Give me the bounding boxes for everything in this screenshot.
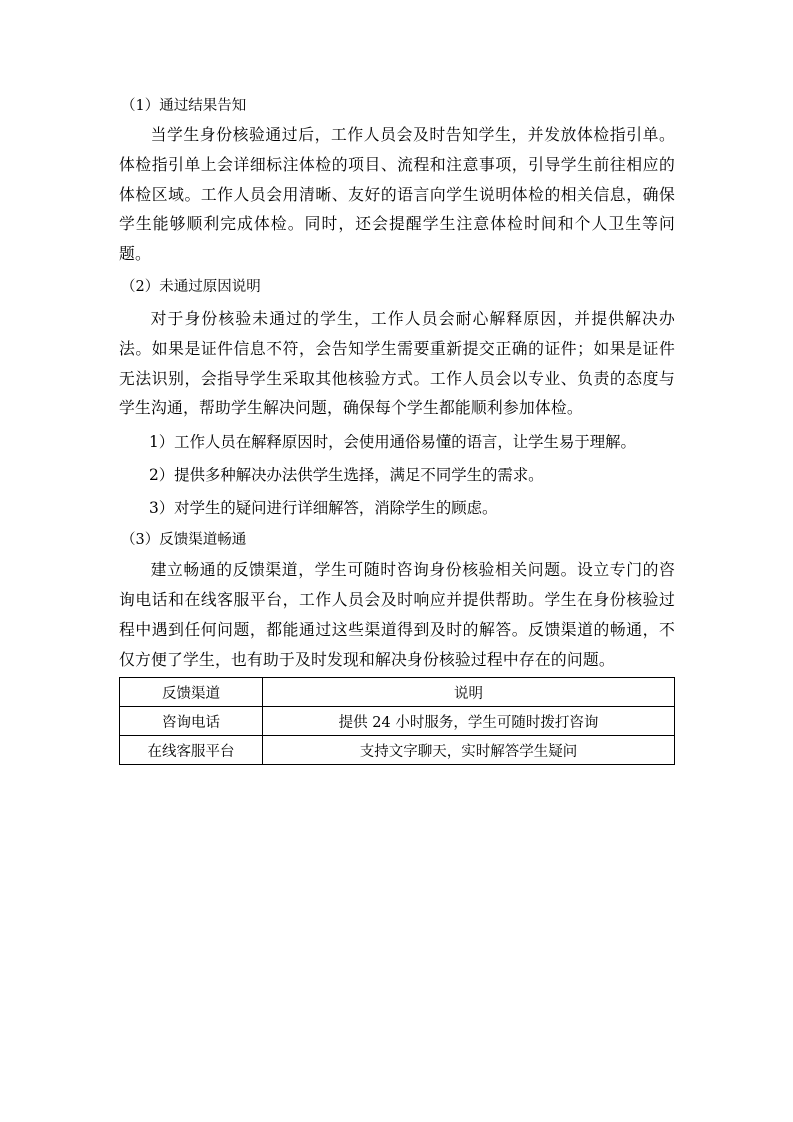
section-2-list xyxy=(119,426,675,525)
section-3-heading: （3）反馈渠道畅通 xyxy=(121,532,247,549)
table-row xyxy=(120,707,675,736)
table-cell: 支持文字聊天，实时解答学生疑问 xyxy=(263,736,675,765)
section-1-heading: （1）通过结果告知 xyxy=(121,98,247,114)
document-page xyxy=(119,90,675,765)
table-header-description: 说明 xyxy=(263,678,675,707)
table-header-row xyxy=(120,678,675,707)
table-row xyxy=(120,736,675,765)
table-header-channel: 反馈渠道 xyxy=(120,678,263,707)
feedback-channel-table xyxy=(119,677,675,765)
section-2-heading: （2）未通过原因说明 xyxy=(121,278,261,295)
table-cell: 在线客服平台 xyxy=(120,736,263,765)
section-2-paragraph: 对于身份核验未通过的学生，工作人员会耐心解释原因，并提供解决办法。如果是证件信息不符，会告知学生需要重新提交正确的证件；如果是证件无法识别，会指导学生采取其他核验方式。工作人员会以专业、负责的态度与学生沟通，帮助学生解决问题，确保每个学生都能顺利参加体检。 xyxy=(119,308,675,418)
table-cell: 咨询电话 xyxy=(120,707,263,736)
section-1-paragraph: 当学生身份核验通过后，工作人员会及时告知学生，并发放体检指引单。体检指引单上会详细标注体检的项目、流程和注意事项，引导学生前往相应的体检区域。工作人员会用清晰、友好的语言向学生说明体检的相关信息，确保学生能够顺利完成体检。同时，还会提醒学生注意体检时间和个人卫生等问题。 xyxy=(119,125,675,264)
list-item: 3）对学生的疑问进行详细解答，消除学生的顾虑。 xyxy=(149,499,498,518)
list-item: 1）工作人员在解释原因时，会使用通俗易懂的语言，让学生易于理解。 xyxy=(149,433,636,452)
table-cell: 提供 24 小时服务，学生可随时拨打咨询 xyxy=(263,707,675,736)
list-item: 2）提供多种解决办法供学生选择，满足不同学生的需求。 xyxy=(149,466,544,485)
section-3-paragraph: 建立畅通的反馈渠道，学生可随时咨询身份核验相关问题。设立专门的咨询电话和在线客服平台，工作人员会及时响应并提供帮助。学生在身份核验过程中遇到任何问题，都能通过这些渠道得到及时的解答。反馈渠道的畅通，不仅方便了学生，也有助于及时发现和解决身份核验过程中存在的问题。 xyxy=(119,560,675,669)
